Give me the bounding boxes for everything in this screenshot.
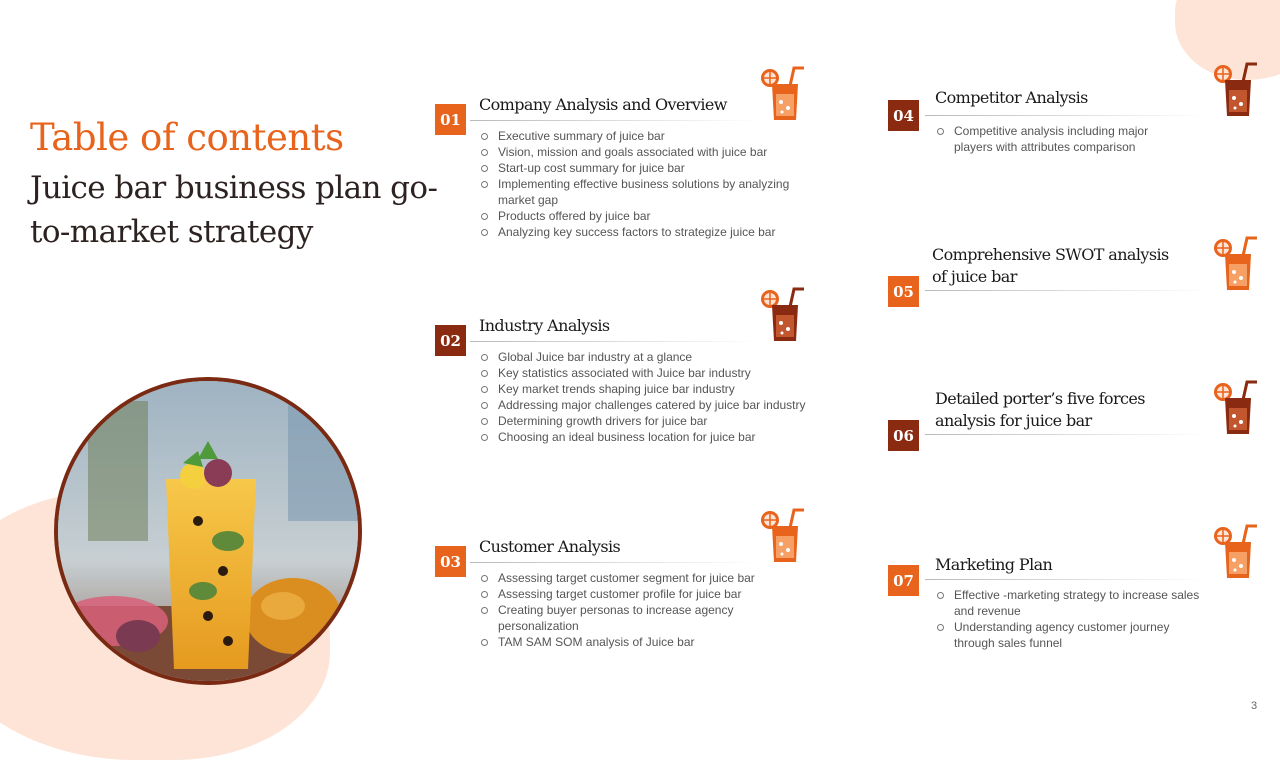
juice-glass-icon: [760, 64, 806, 122]
list-item: Effective -marketing strategy to increase sales and revenue: [935, 587, 1200, 619]
section-heading-marketing-plan: Marketing Plan: [935, 555, 1053, 574]
section-heading-company-analysis: Company Analysis and Overview: [479, 95, 727, 114]
list-item: Understanding agency customer journey through sales funnel: [935, 619, 1200, 651]
section-divider: [470, 120, 760, 121]
list-item: Implementing effective business solutions by analyzing market gap: [479, 176, 824, 208]
section-divider: [925, 434, 1210, 435]
list-item: Analyzing key success factors to strategize juice bar: [479, 224, 824, 240]
section-divider: [470, 562, 760, 563]
section-divider: [470, 341, 760, 342]
section-heading-customer-analysis: Customer Analysis: [479, 537, 621, 556]
list-item: Assessing target customer segment for juice bar: [479, 570, 789, 586]
list-item: Key market trends shaping juice bar industry: [479, 381, 824, 397]
section-heading-competitor-analysis: Competitor Analysis: [935, 88, 1088, 107]
section-number-01: 01: [435, 104, 466, 135]
section-divider: [925, 290, 1210, 291]
section-number-05: 05: [888, 276, 919, 307]
juice-glass-icon: [1213, 522, 1259, 580]
page-subtitle: Juice bar business plan go-to-market strategy: [30, 170, 438, 250]
juice-glass-icon: [1213, 378, 1259, 436]
page-title: Table of contents: [30, 116, 344, 159]
section-heading-swot: Comprehensive SWOT analysis of juice bar: [932, 245, 1169, 286]
section-heading-industry-analysis: Industry Analysis: [479, 316, 610, 335]
section-heading-porters: Detailed porter’s five forces analysis for juice bar: [935, 389, 1145, 430]
section-04-list: [935, 123, 1185, 155]
section-07-list: [935, 587, 1200, 651]
section-03-list: [479, 570, 789, 650]
list-item: Creating buyer personas to increase agency personalization: [479, 602, 789, 634]
list-item: Choosing an ideal business location for juice bar: [479, 429, 824, 445]
list-item: Start-up cost summary for juice bar: [479, 160, 824, 176]
list-item: Executive summary of juice bar: [479, 128, 824, 144]
section-number-04: 04: [888, 100, 919, 131]
juice-glass-icon: [1213, 60, 1259, 118]
list-item: TAM SAM SOM analysis of Juice bar: [479, 634, 789, 650]
list-item: Products offered by juice bar: [479, 208, 824, 224]
list-item: Competitive analysis including major players with attributes comparison: [935, 123, 1185, 155]
section-number-03: 03: [435, 546, 466, 577]
juice-drink-photo: [54, 377, 362, 685]
list-item: Determining growth drivers for juice bar: [479, 413, 824, 429]
list-item: Key statistics associated with Juice bar industry: [479, 365, 824, 381]
section-number-06: 06: [888, 420, 919, 451]
section-01-list: [479, 128, 824, 240]
juice-glass-icon: [760, 285, 806, 343]
list-item: Assessing target customer profile for juice bar: [479, 586, 789, 602]
page-number: 3: [1251, 700, 1258, 712]
section-number-02: 02: [435, 325, 466, 356]
list-item: Addressing major challenges catered by juice bar industry: [479, 397, 824, 413]
section-divider: [925, 579, 1210, 580]
section-divider: [925, 115, 1210, 116]
section-number-07: 07: [888, 565, 919, 596]
list-item: Vision, mission and goals associated with juice bar: [479, 144, 824, 160]
section-02-list: [479, 349, 824, 445]
juice-glass-icon: [1213, 234, 1259, 292]
juice-glass-icon: [760, 506, 806, 564]
list-item: Global Juice bar industry at a glance: [479, 349, 824, 365]
